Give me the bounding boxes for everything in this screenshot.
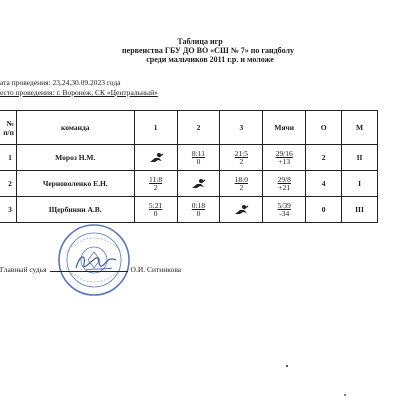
- scan-dot: [344, 394, 346, 396]
- balls-cell: [263, 171, 306, 197]
- header-c1: 1: [134, 111, 177, 145]
- points-cell: 2: [306, 145, 342, 171]
- self-cell: [134, 145, 177, 171]
- score-points: 0: [153, 208, 158, 218]
- score-value: 5:21: [148, 200, 163, 210]
- doc-subtitle-2: среди мальчиков 2011 г.р. и моложе: [146, 55, 274, 64]
- score-value: 21:5: [234, 148, 249, 158]
- team-name: Щербинин А.В.: [16, 197, 134, 223]
- score-value: 8:11: [191, 148, 205, 158]
- place-cell: III: [342, 197, 378, 223]
- points-cell: 4: [306, 171, 342, 197]
- handball-player-icon: [147, 152, 165, 164]
- self-cell: [177, 171, 220, 197]
- balls-diff: +21: [278, 182, 291, 192]
- score-points: 0: [196, 156, 201, 166]
- balls-cell: [263, 197, 306, 223]
- score-cell: [134, 171, 177, 197]
- place-cell: II: [342, 145, 378, 171]
- score-cell: [220, 145, 263, 171]
- score-points: 2: [239, 156, 244, 166]
- header-c3: 3: [220, 111, 263, 145]
- balls-diff: +13: [278, 156, 291, 166]
- table-header-row: [0, 111, 378, 145]
- event-place: есто проведения: г. Воронеж, СК «Центральный»: [0, 88, 158, 97]
- score-points: 2: [239, 182, 244, 192]
- judge-role: Главный судья: [0, 265, 47, 274]
- score-value: 11:8: [149, 174, 163, 184]
- score-cell: [134, 197, 177, 223]
- row-num: 2: [0, 171, 16, 197]
- scan-dot: [286, 365, 288, 367]
- table-row: [0, 171, 378, 197]
- team-name: Мороз Н.М.: [16, 145, 134, 171]
- score-value: 18:0: [234, 174, 249, 184]
- results-table: [0, 110, 378, 223]
- table-row: [0, 197, 378, 223]
- balls-cell: [263, 145, 306, 171]
- balls-ratio: 5/39: [277, 200, 291, 210]
- doc-title: Таблица игр: [177, 37, 223, 46]
- header-points: О: [306, 111, 342, 145]
- points-cell: 0: [306, 197, 342, 223]
- score-cell: [220, 171, 263, 197]
- score-cell: [177, 145, 220, 171]
- header-team: команда: [16, 111, 134, 145]
- header-c2: 2: [177, 111, 220, 145]
- header-balls: Мячи: [263, 111, 306, 145]
- self-cell: [220, 197, 263, 223]
- score-points: 2: [153, 182, 158, 192]
- row-num: 1: [0, 145, 16, 171]
- balls-ratio: 29/8: [277, 174, 291, 184]
- header-num: № п/п: [0, 111, 16, 145]
- row-num: 3: [0, 197, 16, 223]
- score-points: 0: [196, 208, 201, 218]
- event-date: ата проведения: 23,24,30.09.2023 года: [0, 78, 121, 87]
- balls-ratio: 29/16: [275, 148, 293, 158]
- balls-diff: -34: [279, 208, 290, 218]
- table-row: [0, 145, 378, 171]
- score-value: 0:18: [191, 200, 206, 210]
- signature-line: [50, 264, 128, 272]
- judge-name: О.И. Ситникова: [130, 265, 182, 274]
- doc-subtitle: первенства ГБУ ДО ВО «СШ № 7» по гандболу: [122, 46, 294, 55]
- header-place: М: [342, 111, 378, 145]
- team-name: Черноволенко Е.Н.: [16, 171, 134, 197]
- place-cell: I: [342, 171, 378, 197]
- handball-player-icon: [232, 204, 250, 216]
- handball-player-icon: [189, 178, 207, 190]
- signoff-line: [0, 264, 181, 274]
- score-cell: [177, 197, 220, 223]
